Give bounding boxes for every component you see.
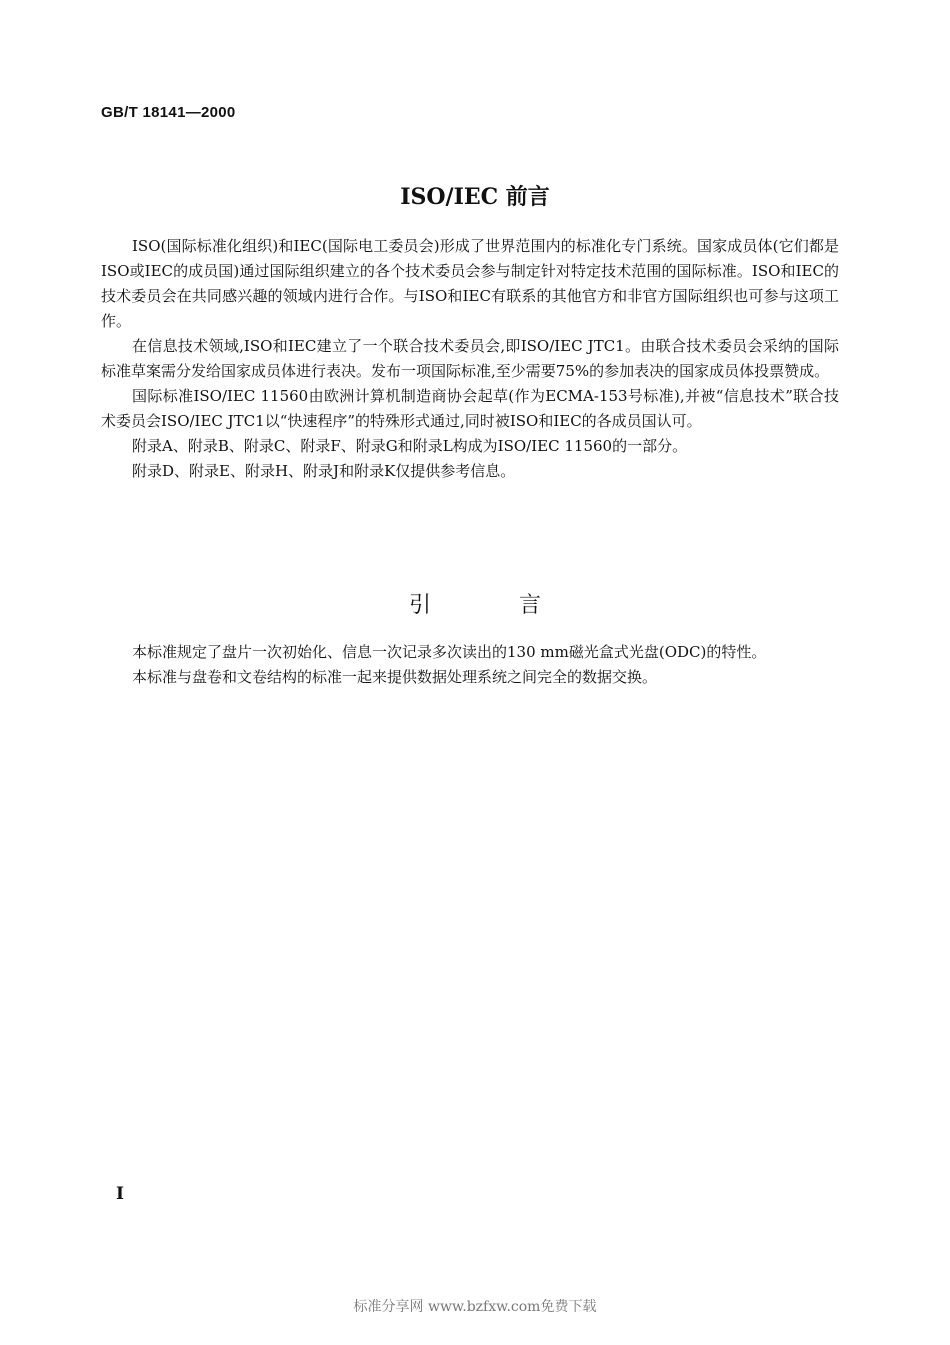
foreword-paragraph-5: 附录D、附录E、附录H、附录J和附录K仅提供参考信息。	[132, 462, 516, 480]
foreword-paragraph-3: 国际标准ISO/IEC 11560由欧洲计算机制造商协会起草(作为ECMA-153号标准),并被“信息技术”联合技术委员会ISO/IEC JTC1以“快速程序”的特殊形式通过,同时被ISO和IEC的各成员国认可。	[101, 387, 839, 430]
page-number: I	[116, 1184, 124, 1204]
footer-watermark: 标准分享网 www.bzfxw.com免费下载	[353, 1299, 597, 1315]
introduction-title: 引言	[408, 593, 629, 618]
foreword-paragraph-4: 附录A、附录B、附录C、附录F、附录G和附录L构成为ISO/IEC 11560的一部分。	[132, 437, 688, 455]
foreword-title: ISO/IEC 前言	[400, 184, 550, 210]
introduction-paragraph-1: 本标准规定了盘片一次初始化、信息一次记录多次读出的130 mm磁光盒式光盘(ODC)的特性。	[132, 643, 767, 661]
introduction-section	[101, 640, 839, 690]
foreword-paragraph-1: ISO(国际标准化组织)和IEC(国际电工委员会)形成了世界范围内的标准化专门系统。国家成员体(它们都是ISO或IEC的成员国)通过国际组织建立的各个技术委员会参与制定针对特定技术范围的国际标准。ISO和IEC的技术委员会在共同感兴趣的领域内进行合作。与ISO和IEC有联系的其他官方和非官方国际组织也可参与这项工作。	[101, 237, 839, 330]
introduction-paragraph-2: 本标准与盘卷和文卷结构的标准一起来提供数据处理系统之间完全的数据交换。	[132, 668, 658, 686]
foreword-paragraph-2: 在信息技术领域,ISO和IEC建立了一个联合技术委员会,即ISO/IEC JTC1。由联合技术委员会采纳的国际标准草案需分发给国家成员体进行表决。发布一项国际标准,至少需要75%的参加表决的国家成员体投票赞成。	[101, 337, 839, 380]
foreword-section	[101, 234, 839, 484]
standard-code: GB/T 18141—2000	[101, 104, 236, 121]
